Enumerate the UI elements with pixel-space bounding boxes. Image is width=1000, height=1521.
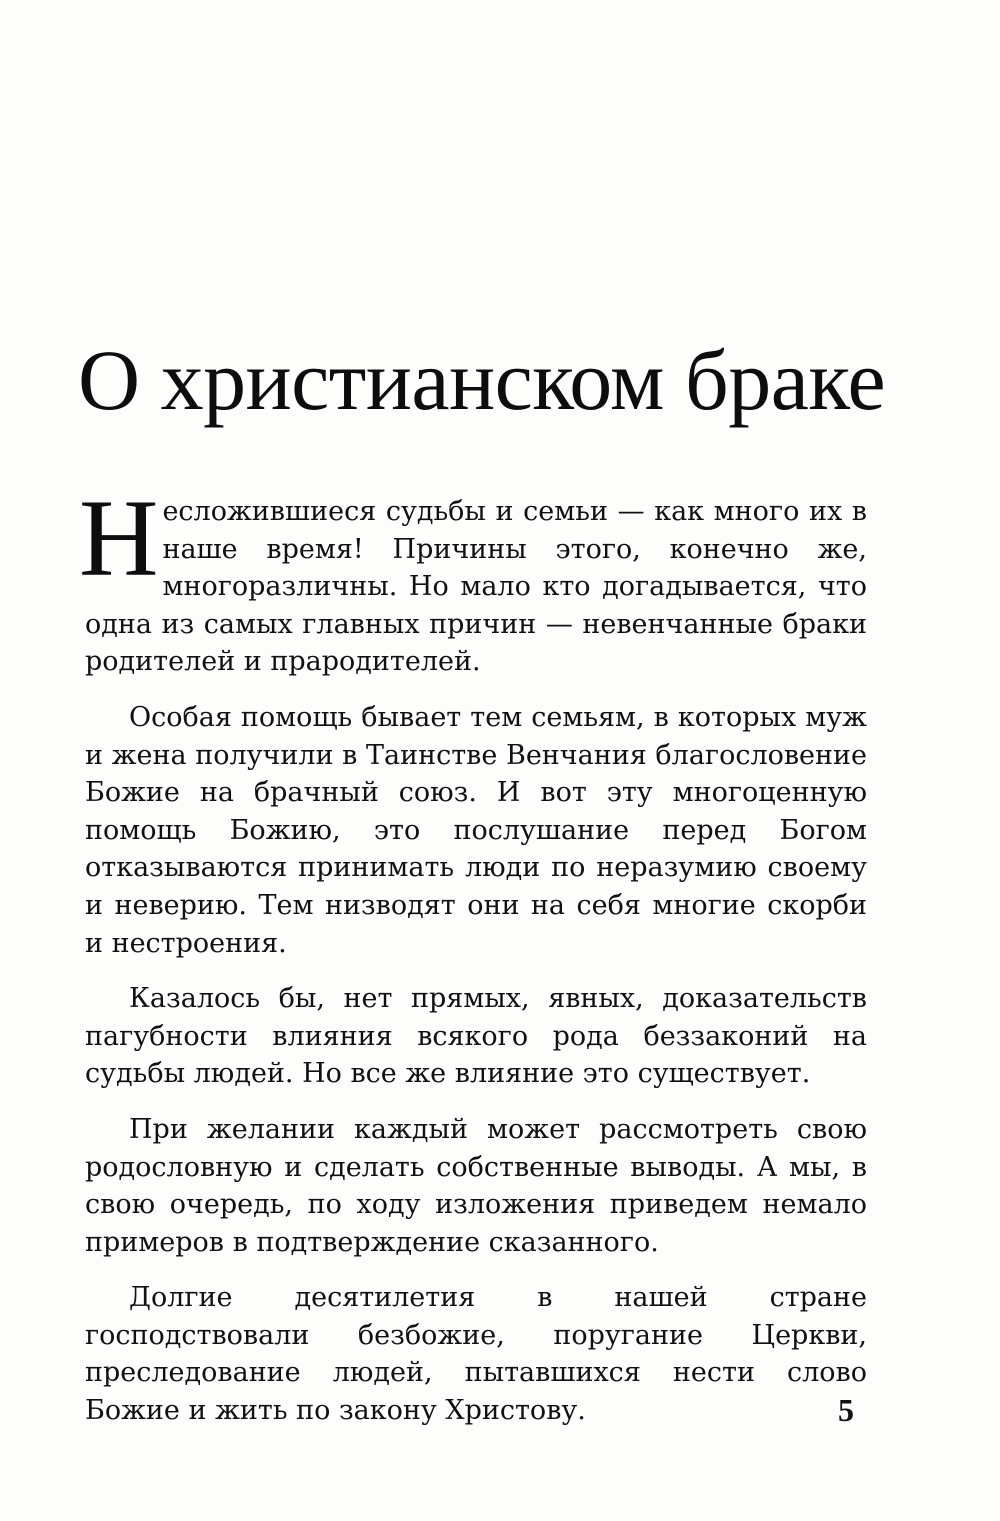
chapter-body xyxy=(79,477,867,1430)
paragraph-4: При желании каждый может рассмотреть свою родословную и сделать собственные выводы. А мы, в свою очередь, по ходу изложения приведем немало примеров в подтверждение сказанного. xyxy=(85,1113,867,1258)
paragraph-1-text: есложившиеся судьбы и семьи — как много их в наше время! Причины этого, конечно же, многоразличны. Но мало кто догадывается, что одна из самых главных причин — невенчанные браки родителей и прародителей. xyxy=(85,496,867,678)
paragraph-2: Особая помощь бывает тем семьям, в которых муж и жена получили в Таинстве Венчания благословение Божие на брачный союз. И вот эту многоценную помощь Божию, это послушание перед Богом отказываются принимать люди по неразумию своему и неверию. Тем низводят они на себя многие скорби и нестроения. xyxy=(85,701,867,959)
paragraph-5: Долгие десятилетия в нашей стране господствовали безбожие, поругание Церкви, преследование людей, пытавшихся нести слово Божие и жить по закону Христову. xyxy=(85,1282,867,1427)
chapter-title: О христианском браке xyxy=(78,332,886,428)
drop-cap-initial: Н xyxy=(79,477,159,599)
page-number: 5 xyxy=(838,1392,854,1428)
paragraph-3: Казалось бы, нет прямых, явных, доказательств пагубности влияния всякого рода беззаконий на судьбы людей. Но все же влияние это существует. xyxy=(85,983,867,1090)
paragraph-1 xyxy=(79,477,867,681)
